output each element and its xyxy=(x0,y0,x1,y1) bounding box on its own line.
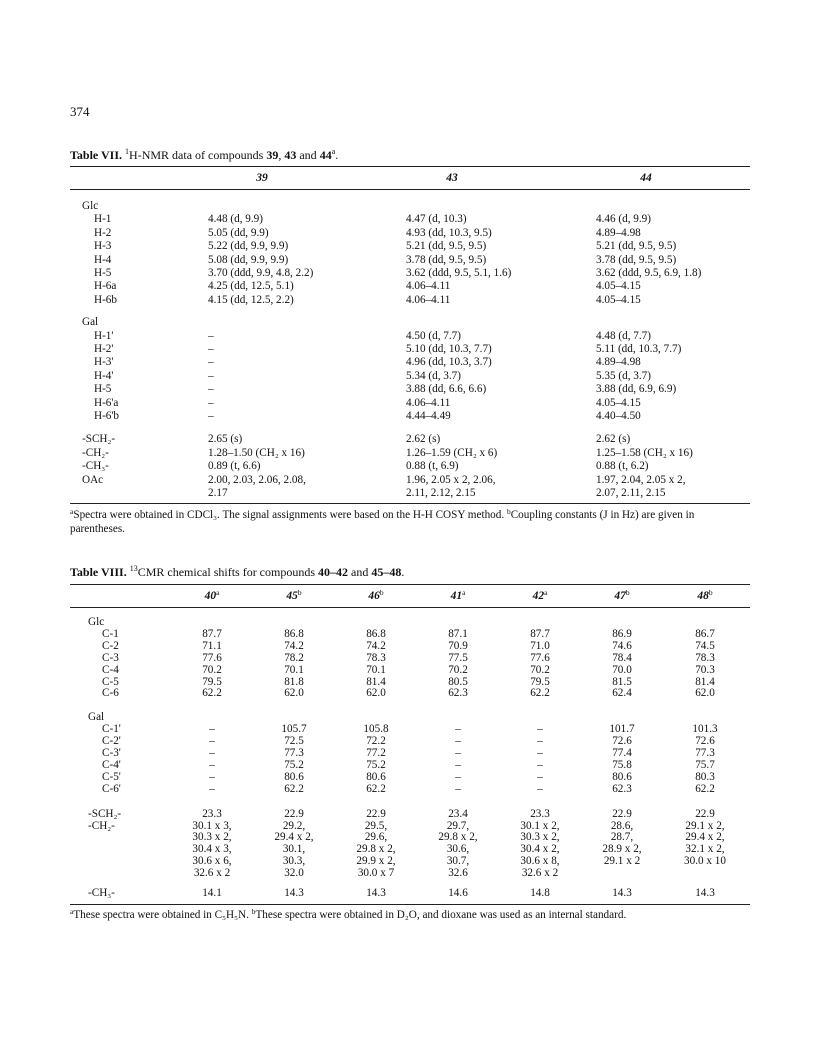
table8-cell: 28.7, xyxy=(610,831,634,844)
table7-cell: 2.11, 2.12, 2.15 xyxy=(406,487,476,499)
table7-row-label: H-2' xyxy=(94,343,114,355)
table8-cell: 32.6 xyxy=(448,867,468,880)
table8-cell: 77.6 xyxy=(530,651,550,664)
table7-cell: 2.00, 2.03, 2.06, 2.08, xyxy=(208,473,306,486)
table8-cell: 86.9 xyxy=(612,627,632,640)
table7-cell: 2.65 (s) xyxy=(208,433,243,446)
table7-row-label: H-4 xyxy=(94,253,112,266)
table7-cell: 0.88 (t, 6.2) xyxy=(596,460,649,473)
table8-row-label: C-4 xyxy=(102,663,119,676)
table7-cell: 4.06–4.11 xyxy=(406,293,451,306)
table8-cell: 62.0 xyxy=(695,687,715,700)
table8-cell: 75.2 xyxy=(366,758,386,771)
table8-cell: 78.4 xyxy=(612,651,632,664)
table8-cell: 72.6 xyxy=(695,735,715,748)
table8-cell: – xyxy=(209,723,215,736)
table8-col-header-name: 40 xyxy=(204,590,217,602)
table8-cell: 101.3 xyxy=(692,723,718,736)
table7-cell: 2.17 xyxy=(208,487,228,499)
table8-cell: 29.6, xyxy=(364,831,388,844)
table8-cell: 62.2 xyxy=(695,782,715,795)
table8-col-header-name: 45 xyxy=(286,590,298,602)
table7-caption: Table VII. $^1$H-NMR data of compounds 39, 43 and 44$^a$. xyxy=(70,147,339,162)
table8-row-label: C-6' xyxy=(102,782,121,795)
table8-cell: 22.9 xyxy=(366,807,386,820)
table8-col-header xyxy=(584,590,660,603)
table7-cell: 5.10 (dd, 10.3, 7.7) xyxy=(406,343,492,355)
table8-cell: 70.2 xyxy=(530,663,550,676)
table7-cell: 4.25 (dd, 12.5, 5.1) xyxy=(208,280,294,293)
table8-row-label: C-5' xyxy=(102,770,121,783)
table8-cell: 70.1 xyxy=(366,663,386,676)
table8-cell: 29.1 x 2 xyxy=(603,855,641,868)
table7-cell: 5.21 (dd, 9.5, 9.5) xyxy=(406,240,487,253)
table8-group-label: Gal xyxy=(88,711,105,724)
table8-col-header-mark: b xyxy=(708,588,713,597)
table7-cell: 3.78 (dd, 9.5, 9.5) xyxy=(406,253,487,266)
table8-footnote-a: These spectra were obtained in C₅H₅N. xyxy=(73,908,252,921)
table8-top-rule xyxy=(70,584,750,585)
table8-cell: 77.4 xyxy=(612,747,632,759)
table8-compounds-2: 45–48 xyxy=(371,565,402,579)
table8-cell: 86.8 xyxy=(284,627,304,640)
table7-row-label: OAc xyxy=(82,473,104,486)
table8-cell: – xyxy=(537,747,543,759)
table7-row-label: H-2 xyxy=(94,226,112,239)
table8-row-label: C-5 xyxy=(102,675,119,688)
table8-col-header-mark: b xyxy=(297,588,302,597)
table7-footnote-a: Spectra were obtained in CDCl₃. The signal assignments were based on the H-H COSY method. xyxy=(73,509,507,522)
table7-cell: 4.05–4.15 xyxy=(596,280,641,293)
table8-cell: 81.4 xyxy=(695,675,715,688)
table7-cell: 3.88 (dd, 6.6, 6.6) xyxy=(406,383,487,396)
table8-label: Table VIII. xyxy=(70,565,127,579)
table8-cell: 77.2 xyxy=(366,747,386,759)
table8-cell: 32.6 x 2 xyxy=(193,867,231,880)
table7-cell: 4.47 (d, 10.3) xyxy=(406,213,467,226)
table7-cell: 1.25–1.58 (CH₂ x 16) xyxy=(596,446,693,459)
table8-col-header-mark: a xyxy=(544,588,548,597)
table8-col-header xyxy=(502,590,578,603)
table8-cell: 62.2 xyxy=(284,782,304,795)
table8-cell: – xyxy=(455,735,461,748)
table8-caption: Table VIII. $^{13}$CMR chemical shifts for compounds 40–42 and 45–48. xyxy=(70,564,405,579)
table8-cell: 30.0 x 10 xyxy=(684,855,726,868)
table8-cell: 79.5 xyxy=(530,675,550,688)
table7-group-label: Glc xyxy=(82,200,99,212)
table7-cell: 4.46 (d, 9.9) xyxy=(596,213,651,226)
table7-row-label: -CH₃- xyxy=(82,460,109,473)
table7-caption-text: H-NMR data of compounds xyxy=(129,148,267,162)
table8-cell: 29.4 x 2, xyxy=(685,831,725,844)
table8-cell: 23.4 xyxy=(448,807,468,820)
table8-cell: – xyxy=(537,758,543,771)
table8-col-header-name: 47 xyxy=(614,590,626,602)
table8-cell: 70.2 xyxy=(202,663,222,676)
table8-cell: 72.5 xyxy=(284,735,304,748)
table7-cell: 5.35 (d, 3.7) xyxy=(596,369,651,382)
table8-cell: 81.4 xyxy=(366,675,386,688)
table8-cell: 29.1 x 2, xyxy=(685,819,725,832)
table7-cell: 4.48 (d, 9.9) xyxy=(208,213,263,226)
table7-cell: 5.08 (dd, 9.9, 9.9) xyxy=(208,253,289,266)
table8-cell: 77.3 xyxy=(695,747,715,759)
table7-cell: 3.62 (ddd, 9.5, 5.1, 1.6) xyxy=(406,267,512,279)
table7-cell: 5.11 (dd, 10.3, 7.7) xyxy=(596,343,682,355)
table8-cell: 72.6 xyxy=(612,735,632,748)
table7-caption-sep: , xyxy=(278,148,285,162)
table7-caption-end: . xyxy=(335,148,339,162)
table8-cell: 62.2 xyxy=(202,687,222,700)
table8-cell: 62.0 xyxy=(284,687,304,700)
table7-compound-2: 43 xyxy=(284,148,297,162)
table8-cell: 105.8 xyxy=(363,723,389,736)
table7-cell: 4.05–4.15 xyxy=(596,293,641,306)
table8-cell: 30.0 x 7 xyxy=(357,867,395,880)
table7-cell: 1.96, 2.05 x 2, 2.06, xyxy=(406,473,496,486)
table8-cell: 30.7, xyxy=(446,855,470,868)
table8-cell: 71.0 xyxy=(530,639,550,652)
table7-row-label: H-6a xyxy=(94,280,117,293)
table8-cell: 29.8 x 2, xyxy=(438,831,478,844)
table8-cell: 30.1 x 3, xyxy=(192,819,232,832)
table8-cell: 75.8 xyxy=(612,758,632,771)
table7-cell: 5.22 (dd, 9.9, 9.9) xyxy=(208,240,289,253)
table7-row-label: H-6b xyxy=(94,293,117,306)
table8-cell: 30.4 x 3, xyxy=(192,843,232,856)
table8-cell: 70.2 xyxy=(448,663,468,676)
table8-col-header-mark: b xyxy=(379,588,384,597)
table8-cell: 81.5 xyxy=(612,675,632,688)
table7-cell: – xyxy=(208,329,214,342)
table8-cell: 62.2 xyxy=(530,687,550,700)
table7-row-label: H-3' xyxy=(94,356,114,369)
table8-cell: 30.6 x 8, xyxy=(520,855,560,868)
table8-row-label: C-2' xyxy=(102,735,121,748)
table8-col-header xyxy=(667,590,743,603)
table8-row-label: -CH₃- xyxy=(88,887,115,899)
table8-cell: 101.7 xyxy=(609,723,635,736)
table8-caption-and: and xyxy=(348,565,372,579)
table7-top-rule xyxy=(70,166,750,167)
table8-cell: 30.1, xyxy=(282,843,306,856)
table8-cell: 72.2 xyxy=(366,735,386,748)
table8-cell: 22.9 xyxy=(695,807,715,820)
table8-cell: 62.4 xyxy=(612,687,632,700)
table8-cell: – xyxy=(455,758,461,771)
table7-cell: 4.89–4.98 xyxy=(596,356,641,369)
table7-row-label: H-6'b xyxy=(94,410,120,422)
table8-col-header-mark: a xyxy=(216,588,220,597)
table8-cell: 29.5, xyxy=(364,819,388,832)
table8-cell: – xyxy=(455,723,461,736)
table7-cell: 1.26–1.59 (CH₂ x 6) xyxy=(406,446,498,459)
table8-cell: 78.2 xyxy=(284,651,304,664)
table8-cell: 30.4 x 2, xyxy=(520,843,560,856)
table7-col-header: 44 xyxy=(640,172,652,184)
table8-col-header-name: 42 xyxy=(532,590,545,602)
table8-cell: 80.6 xyxy=(612,770,632,783)
table8-cell: 79.5 xyxy=(202,675,222,688)
table8-col-header xyxy=(256,590,332,603)
table8-cell: 81.8 xyxy=(284,675,304,688)
table7-row-label: -SCH₂- xyxy=(82,433,116,446)
table8-cell: 70.1 xyxy=(284,663,304,676)
table7-cell: 4.89–4.98 xyxy=(596,226,641,239)
table7-footnote-b: Coupling constants (J in Hz) are given in parentheses. xyxy=(70,509,695,536)
table8-cell: 74.5 xyxy=(695,639,715,652)
table8-bottom-rule xyxy=(70,904,750,905)
table8-cell: – xyxy=(209,782,215,795)
table8-group-label: Glc xyxy=(88,616,105,628)
table8-row-label: C-3 xyxy=(102,651,119,664)
table7-bottom-rule xyxy=(70,503,750,504)
table7-cell: – xyxy=(208,383,214,396)
table7-footnote: $^a$Spectra were obtained in CDCl₃. The signal assignments were based on the H-H COSY method. $^b$Coupling constants (J in Hz) are given in parentheses. xyxy=(70,507,695,536)
table8-cell: 87.7 xyxy=(202,627,222,640)
table8-compounds-1: 40–42 xyxy=(318,565,349,579)
table8-cell: 14.8 xyxy=(530,887,550,899)
table8-cell: – xyxy=(209,735,215,748)
table8-cell: 70.3 xyxy=(695,663,715,676)
table8-cell: 62.2 xyxy=(366,782,386,795)
table7-cell: 4.48 (d, 7.7) xyxy=(596,329,651,342)
table8-cell: 14.1 xyxy=(202,887,222,899)
table7-label: Table VII. xyxy=(70,148,123,162)
table7-cell: 1.97, 2.04, 2.05 x 2, xyxy=(596,473,686,486)
table7-cell: 4.06–4.11 xyxy=(406,396,451,409)
table8-cell: 62.3 xyxy=(612,782,632,795)
table8-caption-end: . xyxy=(401,565,405,579)
table7-cell: 3.62 (ddd, 9.5, 6.9, 1.8) xyxy=(596,267,702,279)
table8-cell: – xyxy=(537,735,543,748)
table8-cell: 75.7 xyxy=(695,758,715,771)
table8-cell: 75.2 xyxy=(284,758,304,771)
table8-header-rule xyxy=(70,607,750,608)
table8-cell: 74.2 xyxy=(366,639,386,652)
table8-cell: 62.3 xyxy=(448,687,468,700)
table8-cell: 23.3 xyxy=(202,807,222,820)
table7-cell: 3.78 (dd, 9.5, 9.5) xyxy=(596,253,677,266)
table8-cell: 86.7 xyxy=(695,627,715,640)
table8-cell: 22.9 xyxy=(612,807,632,820)
table8-cell: 23.3 xyxy=(530,807,550,820)
table7-cell: 4.40–4.50 xyxy=(596,410,641,422)
table8-cell: 28.9 x 2, xyxy=(602,843,642,856)
table8-cell: 30.6, xyxy=(446,843,470,856)
table7-row-label: H-3 xyxy=(94,240,112,253)
table8-cell: 70.9 xyxy=(448,639,468,652)
table8-row-label: C-1' xyxy=(102,723,121,736)
table8-col-header-name: 46 xyxy=(368,590,380,602)
table8-cell: – xyxy=(209,758,215,771)
table7-cell: 2.62 (s) xyxy=(596,433,631,446)
table8-cell: 29.9 x 2, xyxy=(356,855,396,868)
table7-cell: 4.05–4.15 xyxy=(596,396,641,409)
table8-cell: 80.6 xyxy=(366,770,386,783)
table8-row-label: -CH₂- xyxy=(88,819,115,832)
table8-cell: 77.3 xyxy=(284,747,304,759)
table7-row-label: -CH₂- xyxy=(82,446,109,459)
table7-cell: – xyxy=(208,343,214,355)
table7-cell: – xyxy=(208,356,214,369)
table8-cell: 80.5 xyxy=(448,675,468,688)
table7-cell: 3.70 (ddd, 9.9, 4.8, 2.2) xyxy=(208,267,314,279)
table8-cell: 105.7 xyxy=(281,723,307,736)
table7-cell: 4.50 (d, 7.7) xyxy=(406,329,461,342)
table7-cell: – xyxy=(208,396,214,409)
table8-cell: – xyxy=(455,747,461,759)
table7-cell: 4.93 (dd, 10.3, 9.5) xyxy=(406,226,492,239)
table8-cell: – xyxy=(209,747,215,759)
table8-cell: 29.2, xyxy=(282,819,306,832)
table8-cell: – xyxy=(537,770,543,783)
table8-cell: 14.3 xyxy=(366,887,386,899)
table8-cell: 87.7 xyxy=(530,627,550,640)
table8-row-label: C-3' xyxy=(102,747,121,759)
table7-cell: 5.05 (dd, 9.9) xyxy=(208,226,269,239)
page-number: 374 xyxy=(70,104,90,119)
table8-cell: 14.3 xyxy=(612,887,632,899)
table8-cell: 78.3 xyxy=(366,651,386,664)
table8-cell: 87.1 xyxy=(448,627,468,640)
table8-cell: 30.6 x 6, xyxy=(192,855,232,868)
table7-cell: 4.15 (dd, 12.5, 2.2) xyxy=(208,293,294,306)
table7-cell: 2.07, 2.11, 2.15 xyxy=(596,487,666,499)
table8-cell: 14.3 xyxy=(695,887,715,899)
table8-cell: – xyxy=(455,782,461,795)
table7-row-label: H-1 xyxy=(94,213,112,226)
table8-cell: 62.0 xyxy=(366,687,386,700)
table8-cell: 30.1 x 2, xyxy=(520,819,560,832)
table8-col-header xyxy=(174,590,250,603)
table7-row-label: H-4' xyxy=(94,369,114,382)
table8-row-label: C-6 xyxy=(102,687,119,700)
table8-cell: 71.1 xyxy=(202,639,222,652)
table8-cell: 32.1 x 2, xyxy=(685,843,725,856)
table8-cell: – xyxy=(537,782,543,795)
table8-col-header-mark: a xyxy=(462,588,466,597)
table7-col-header: 39 xyxy=(256,172,268,184)
table7-header-rule xyxy=(70,189,750,190)
table8-col-header-name: 41 xyxy=(450,590,463,602)
table8-cell: 32.6 x 2 xyxy=(521,867,559,880)
table7-row-label: H-5 xyxy=(94,267,112,279)
table8-footnote-b: These spectra were obtained in D₂O, and dioxane was used as an internal standard. xyxy=(255,908,627,921)
table8-cell: 78.3 xyxy=(695,651,715,664)
table8-cell: 74.6 xyxy=(612,639,632,652)
table8-col-header-name: 48 xyxy=(697,590,709,602)
table7-row-label: H-5 xyxy=(94,383,112,396)
table8-col-header xyxy=(338,590,414,603)
table8-row-label: C-1 xyxy=(102,627,119,640)
table8-cell: 30.3, xyxy=(282,855,306,868)
table7-group-label: Gal xyxy=(82,316,99,329)
table8-cell: 29.7, xyxy=(446,819,470,832)
table8-cell: 14.6 xyxy=(448,887,468,899)
table8-cell: – xyxy=(537,723,543,736)
table8-cell: 80.3 xyxy=(695,770,715,783)
table8-cell: 14.3 xyxy=(284,887,304,899)
table8-cell: 22.9 xyxy=(284,807,304,820)
table8-col-header-mark: b xyxy=(625,588,630,597)
table8-cell: 70.0 xyxy=(612,663,632,676)
table7-caption-and: and xyxy=(296,148,320,162)
table7-cell: 1.28–1.50 (CH₂ x 16) xyxy=(208,446,305,459)
table8-row-label: C-4' xyxy=(102,758,121,771)
table8-cell: 32.0 xyxy=(284,867,304,880)
table8-cell: 77.5 xyxy=(448,651,468,664)
table8-cell: – xyxy=(209,770,215,783)
table8-cell: 30.3 x 2, xyxy=(520,831,560,844)
table7-cell: – xyxy=(208,369,214,382)
table7-compound-1: 39 xyxy=(266,148,279,162)
table8-cell: 74.2 xyxy=(284,639,304,652)
table8-caption-text: CMR chemical shifts for compounds xyxy=(137,565,319,579)
table7-cell: 4.96 (dd, 10.3, 3.7) xyxy=(406,356,492,369)
table8-cell: 29.8 x 2, xyxy=(356,843,396,856)
table7-row-label: H-1' xyxy=(94,329,114,342)
table7-cell: 0.89 (t, 6.6) xyxy=(208,460,261,473)
table8-cell: 86.8 xyxy=(366,627,386,640)
table8-col-header xyxy=(420,590,496,603)
table8-cell: – xyxy=(455,770,461,783)
table8-cell: 29.4 x 2, xyxy=(274,831,314,844)
table7-cell: 5.21 (dd, 9.5, 9.5) xyxy=(596,240,677,253)
table7-cell: – xyxy=(208,410,214,422)
table8-cell: 77.6 xyxy=(202,651,222,664)
table7-row-label: H-6'a xyxy=(94,396,119,409)
table7-compound-3: 44 xyxy=(319,148,332,162)
table8-cell: 80.6 xyxy=(284,770,304,783)
table8-footnote: $^a$These spectra were obtained in C₅H₅N. $^b$These spectra were obtained in D₂O, and dioxane was used as an internal standard. xyxy=(70,906,627,921)
table7-cell: 0.88 (t, 6.9) xyxy=(406,460,459,473)
table7-cell: 4.44–4.49 xyxy=(406,410,451,422)
table8-row-label: C-2 xyxy=(102,639,119,652)
table7-cell: 3.88 (dd, 6.9, 6.9) xyxy=(596,383,677,396)
table8-cell: 28.6, xyxy=(610,819,634,832)
table8-cell: 30.3 x 2, xyxy=(192,831,232,844)
table7-cell: 4.06–4.11 xyxy=(406,280,451,293)
table8-row-label: -SCH₂- xyxy=(88,807,122,820)
table7-cell: 2.62 (s) xyxy=(406,433,441,446)
table7-col-header: 43 xyxy=(446,172,458,184)
table7-cell: 5.34 (d, 3.7) xyxy=(406,369,461,382)
